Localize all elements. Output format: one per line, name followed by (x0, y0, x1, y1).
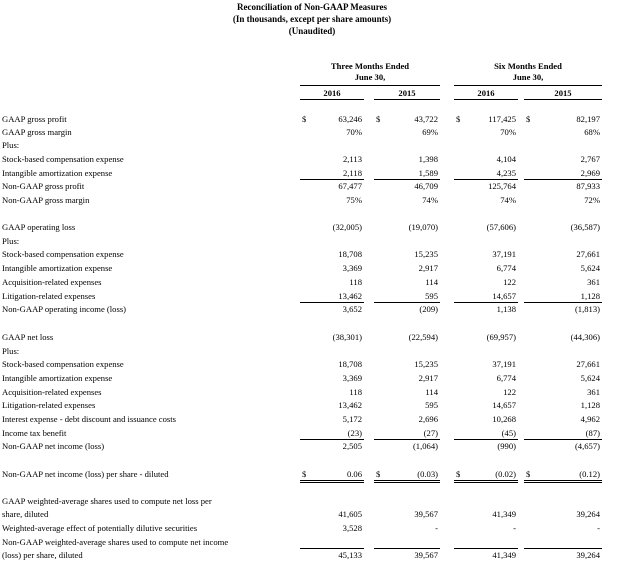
cell-value: 45,133 (338, 550, 362, 560)
currency-symbol: $ (376, 469, 381, 479)
row-label: Acquisition-related expenses (2, 277, 102, 287)
cell-value: 4,962 (580, 414, 600, 424)
row-label: Plus: (2, 236, 20, 246)
row-label: Non-GAAP net income (loss) per share - diluted (2, 469, 169, 479)
subtotal-rule (374, 548, 440, 549)
cell-value: 114 (425, 277, 438, 287)
year-rule-3 (454, 99, 518, 100)
row-label: GAAP operating loss (2, 222, 76, 232)
cell-value: 122 (503, 387, 516, 397)
cell-value: 15,235 (414, 249, 438, 259)
cell-value: 37,191 (492, 359, 516, 369)
row-label: Non-GAAP operating income (loss) (2, 304, 127, 314)
cell-value: 1,398 (418, 154, 438, 164)
cell-value: 361 (587, 387, 600, 397)
row-label: Stock-based compensation expense (2, 359, 124, 369)
cell-value: - (513, 523, 516, 533)
cell-value: 3,369 (342, 373, 362, 383)
cell-value: (69,957) (486, 332, 516, 342)
cell-value: (22,594) (408, 332, 438, 342)
cell-value: 69% (422, 127, 438, 137)
report-title: Reconciliation of Non-GAAP Measures (236, 2, 388, 12)
row-label: Stock-based compensation expense (2, 249, 124, 259)
report-unaudited-note: (Unaudited) (288, 26, 336, 36)
cell-value: 1,128 (580, 400, 600, 410)
row-label: GAAP net loss (2, 332, 54, 342)
cell-value: 63,246 (338, 114, 362, 124)
cell-value: 82,197 (576, 114, 600, 124)
cell-value: 46,709 (414, 181, 438, 191)
row-label: Acquisition-related expenses (2, 387, 102, 397)
cell-value: 74% (500, 195, 516, 205)
year-header-6m-2015: 2015 (554, 88, 572, 98)
cell-value: 2,969 (580, 168, 600, 178)
cell-value: 27,661 (576, 359, 600, 369)
cell-value: 75% (346, 195, 362, 205)
cell-value: 39,567 (414, 550, 438, 560)
cell-value: 87,933 (576, 181, 600, 191)
total-double-rule (524, 480, 602, 483)
cell-value: 27,661 (576, 249, 600, 259)
year-rule-2 (374, 99, 440, 100)
cell-value: 18,708 (338, 359, 362, 369)
cell-value: 2,113 (342, 154, 362, 164)
cell-value: (45) (501, 428, 516, 438)
cell-value: 3,369 (342, 263, 362, 273)
cell-value: (4,657) (574, 441, 600, 451)
currency-symbol: $ (456, 114, 461, 124)
cell-value: (44,306) (570, 332, 600, 342)
cell-value: 1,138 (496, 304, 516, 314)
row-label: Non-GAAP gross profit (2, 181, 85, 191)
cell-value: 14,657 (492, 400, 516, 410)
cell-value: (990) (497, 441, 516, 451)
cell-value: 4,104 (496, 154, 516, 164)
year-header-6m-2016: 2016 (477, 88, 495, 98)
subtotal-rule (374, 179, 440, 180)
currency-symbol: $ (456, 469, 461, 479)
cell-value: 70% (346, 127, 362, 137)
cell-value: (32,005) (332, 222, 362, 232)
year-header-3m-2015: 2015 (398, 88, 416, 98)
currency-symbol: $ (526, 114, 531, 124)
total-double-rule (374, 480, 440, 483)
cell-value: 39,264 (576, 550, 600, 560)
currency-symbol: $ (376, 114, 381, 124)
cell-value: (38,301) (332, 332, 362, 342)
year-header-3m-2016: 2016 (323, 88, 341, 98)
cell-value: 13,462 (338, 400, 362, 410)
cell-value: 117,425 (488, 114, 516, 124)
subtotal-rule (454, 439, 518, 440)
year-rule-4 (524, 99, 602, 100)
cell-value: 0.06 (346, 469, 362, 479)
cell-value: (0.02) (495, 469, 516, 479)
cell-value: - (435, 523, 438, 533)
six-months-header-rule (454, 85, 602, 86)
row-label: Intangible amortization expense (2, 168, 113, 178)
row-label: Plus: (2, 346, 20, 356)
cell-value: (0.12) (579, 469, 600, 479)
subtotal-rule (454, 179, 518, 180)
cell-value: 41,349 (492, 509, 516, 519)
cell-value: (209) (419, 304, 438, 314)
row-label: (loss) per share, diluted (2, 550, 83, 560)
year-rule-1 (300, 99, 364, 100)
subtotal-rule (524, 439, 602, 440)
cell-value: 5,172 (342, 414, 362, 424)
row-label: Intangible amortization expense (2, 263, 113, 273)
row-label: Stock-based compensation expense (2, 154, 124, 164)
row-label: Weighted-average effect of potentially dilutive securities (2, 523, 198, 533)
cell-value: 4,235 (496, 168, 516, 178)
cell-value: 6,774 (496, 263, 516, 273)
cell-value: 39,567 (414, 509, 438, 519)
cell-value: 18,708 (338, 249, 362, 259)
cell-value: 2,917 (418, 373, 438, 383)
row-label: Interest expense - debt discount and issuance costs (2, 414, 176, 424)
row-label: GAAP gross margin (2, 127, 72, 137)
subtotal-rule (300, 179, 364, 180)
cell-value: 6,774 (496, 373, 516, 383)
cell-value: 118 (349, 387, 362, 397)
cell-value: 70% (500, 127, 516, 137)
cell-value: 41,605 (338, 509, 362, 519)
cell-value: 41,349 (492, 550, 516, 560)
cell-value: 3,652 (342, 304, 362, 314)
subtotal-rule (454, 302, 518, 303)
cell-value: (0.03) (417, 469, 438, 479)
cell-value: 2,505 (342, 441, 362, 451)
row-label: Income tax benefit (2, 428, 67, 438)
cell-value: (1,064) (412, 441, 438, 451)
row-label: Non-GAAP gross margin (2, 195, 90, 205)
row-label: Non-GAAP net income (loss) (2, 441, 105, 451)
cell-value: 122 (503, 277, 516, 287)
subtotal-rule (374, 302, 440, 303)
row-label: Non-GAAP weighted-average shares used to compute net income (2, 537, 229, 547)
cell-value: 595 (425, 400, 438, 410)
cell-value: 2,118 (342, 168, 362, 178)
cell-value: 72% (584, 195, 600, 205)
cell-value: 67,477 (338, 181, 362, 191)
cell-value: (1,813) (574, 304, 600, 314)
cell-value: 15,235 (414, 359, 438, 369)
row-label: Plus: (2, 140, 20, 150)
six-months-header-line1: Six Months Ended (494, 61, 562, 71)
subtotal-rule (300, 439, 364, 440)
row-label: Litigation-related expenses (2, 400, 96, 410)
currency-symbol: $ (302, 114, 307, 124)
three-months-header-rule (300, 85, 440, 86)
cell-value: 1,128 (580, 291, 600, 301)
cell-value: (19,070) (408, 222, 438, 232)
subtotal-rule (454, 548, 518, 549)
cell-value: 14,657 (492, 291, 516, 301)
cell-value: 1,589 (418, 168, 438, 178)
row-label: share, diluted (2, 509, 49, 519)
cell-value: 118 (349, 277, 362, 287)
subtotal-rule (300, 548, 364, 549)
cell-value: 361 (587, 277, 600, 287)
row-label: Intangible amortization expense (2, 373, 113, 383)
currency-symbol: $ (302, 469, 307, 479)
cell-value: 3,528 (342, 523, 362, 533)
cell-value: (57,606) (486, 222, 516, 232)
cell-value: (87) (585, 428, 600, 438)
cell-value: 114 (425, 387, 438, 397)
total-double-rule (454, 480, 518, 483)
cell-value: 5,624 (580, 373, 600, 383)
cell-value: (36,587) (570, 222, 600, 232)
currency-symbol: $ (526, 469, 531, 479)
row-label: GAAP weighted-average shares used to compute net loss per (2, 496, 212, 506)
cell-value: 125,764 (488, 181, 516, 191)
total-double-rule (300, 480, 364, 483)
cell-value: 43,722 (414, 114, 438, 124)
subtotal-rule (524, 179, 602, 180)
cell-value: (27) (423, 428, 438, 438)
row-label: GAAP gross profit (2, 114, 67, 124)
subtotal-rule (524, 302, 602, 303)
cell-value: 74% (422, 195, 438, 205)
cell-value: - (597, 523, 600, 533)
cell-value: 2,767 (580, 154, 600, 164)
cell-value: 13,462 (338, 291, 362, 301)
report-subtitle: (In thousands, except per share amounts) (232, 14, 392, 24)
subtotal-rule (524, 548, 602, 549)
cell-value: (23) (347, 428, 362, 438)
row-label: Litigation-related expenses (2, 291, 96, 301)
six-months-header-line2: June 30, (512, 72, 544, 82)
cell-value: 39,264 (576, 509, 600, 519)
cell-value: 595 (425, 291, 438, 301)
cell-value: 2,917 (418, 263, 438, 273)
cell-value: 2,696 (418, 414, 438, 424)
cell-value: 68% (584, 127, 600, 137)
three-months-header-line1: Three Months Ended (330, 61, 410, 71)
cell-value: 10,268 (492, 414, 516, 424)
subtotal-rule (300, 302, 364, 303)
subtotal-rule (374, 439, 440, 440)
three-months-header-line2: June 30, (354, 72, 386, 82)
cell-value: 37,191 (492, 249, 516, 259)
cell-value: 5,624 (580, 263, 600, 273)
